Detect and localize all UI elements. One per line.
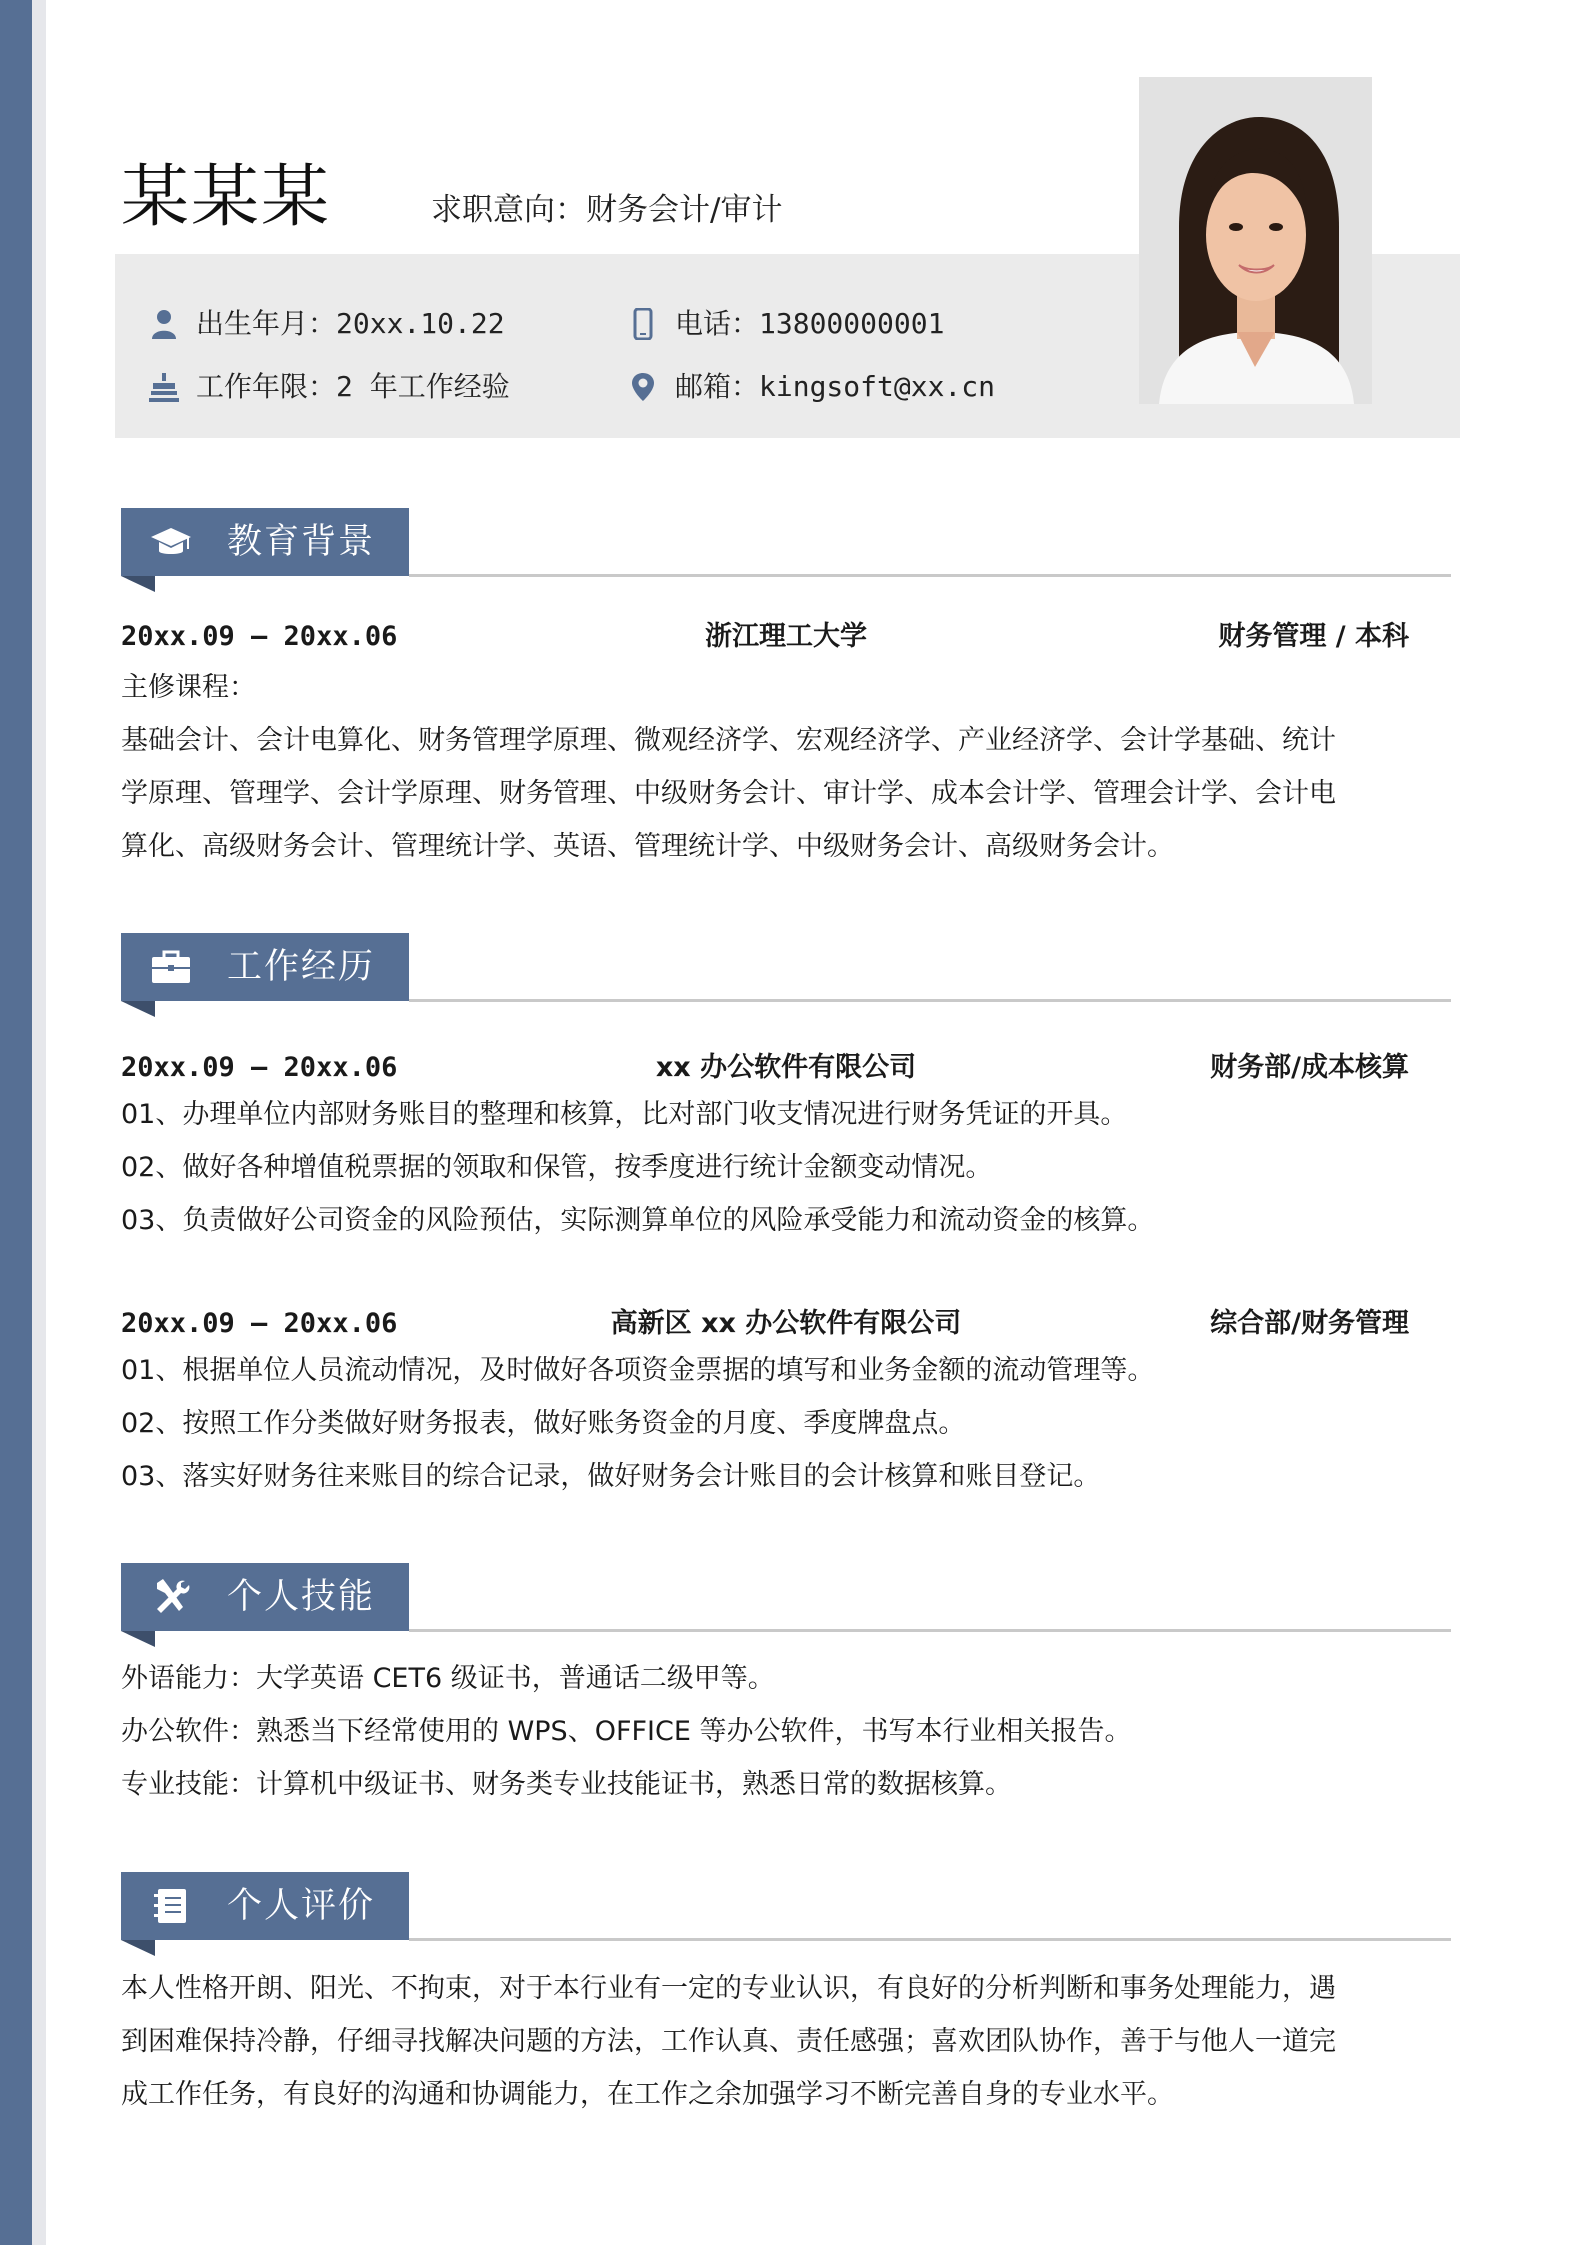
duty-item: 03、负责做好公司资金的风险预估，实际测算单位的风险承受能力和流动资金的核算。 (121, 1205, 1155, 1236)
work-dates: 20xx.09 – 20xx.06 (121, 1308, 398, 1339)
skills-list (121, 1652, 1451, 1811)
section-title-education: 教育背景 (227, 522, 376, 562)
duty-item: 01、办理单位内部财务账目的整理和核算，比对部门收支情况进行财务凭证的开具。 (121, 1099, 1128, 1130)
evaluation-line: 到困难保持冷静，仔细寻找解决问题的方法，工作认真、责任感强；喜欢团队协作，善于与他人一道完 (121, 2026, 1336, 2057)
education-school: 浙江理工大学 (705, 621, 867, 652)
email-text: 邮箱：kingsoft@xx.cn (675, 370, 996, 403)
person-icon (148, 308, 180, 340)
side-accent-bar (0, 0, 32, 2245)
notebook-icon (149, 1886, 193, 1926)
info-birth (196, 306, 505, 342)
work-row (121, 1048, 1451, 1088)
tools-icon (149, 1577, 193, 1617)
graduation-cap-icon (149, 522, 193, 562)
section-title-work: 工作经历 (227, 947, 376, 987)
education-row (121, 617, 1451, 657)
candidate-name: 某某某 (121, 158, 332, 237)
ribbon-fold (121, 1001, 155, 1017)
side-accent-bar-light (32, 0, 46, 2245)
evaluation-text (121, 1962, 1451, 2121)
duty-item: 01、根据单位人员流动情况，及时做好各项资金票据的填写和业务金额的流动管理等。 (121, 1355, 1155, 1386)
section-header-work (121, 933, 409, 1001)
section-title-evaluation: 个人评价 (227, 1886, 376, 1926)
info-experience (196, 369, 510, 405)
profile-photo (1139, 77, 1372, 404)
section-divider (409, 1938, 1451, 1941)
skill-item: 办公软件：熟悉当下经常使用的 WPS、OFFICE 等办公软件，书写本行业相关报告。 (121, 1716, 1132, 1747)
section-header-skills (121, 1563, 409, 1631)
work-company: xx 办公软件有限公司 (655, 1052, 917, 1083)
ribbon-fold (121, 1940, 155, 1956)
section-divider (409, 999, 1451, 1002)
briefcase-icon (149, 947, 193, 987)
work-company: 高新区 xx 办公软件有限公司 (610, 1308, 962, 1339)
courses-block (121, 661, 1451, 873)
duty-item: 02、做好各种增值税票据的领取和保管，按季度进行统计金额变动情况。 (121, 1152, 993, 1183)
info-email (675, 369, 995, 405)
duty-item: 02、按照工作分类做好财务报表，做好账务资金的月度、季度牌盘点。 (121, 1408, 966, 1439)
job-intent: 求职意向：财务会计/审计 (431, 192, 783, 228)
evaluation-line: 成工作任务，有良好的沟通和协调能力，在工作之余加强学习不断完善自身的专业水平。 (121, 2079, 1174, 2110)
section-header-education (121, 508, 409, 576)
work-row (121, 1304, 1451, 1344)
section-title-skills: 个人技能 (227, 1577, 376, 1617)
work-duties (121, 1088, 1451, 1247)
duty-item: 03、落实好财务往来账目的综合记录，做好财务会计账目的会计核算和账目登记。 (121, 1461, 1101, 1492)
education-major: 财务管理 / 本科 (1218, 621, 1409, 652)
skill-item: 专业技能：计算机中级证书、财务类专业技能证书，熟悉日常的数据核算。 (121, 1769, 1012, 1800)
work-duties (121, 1344, 1451, 1503)
cake-icon (148, 371, 180, 403)
courses-line: 基础会计、会计电算化、财务管理学原理、微观经济学、宏观经济学、产业经济学、会计学基础、统计 (121, 725, 1336, 756)
work-dept: 财务部/成本核算 (1210, 1052, 1409, 1083)
experience-text: 工作年限：2 年工作经验 (196, 370, 510, 403)
info-phone (675, 306, 944, 342)
section-divider (409, 574, 1451, 577)
evaluation-line: 本人性格开朗、阳光、不拘束，对于本行业有一定的专业认识，有良好的分析判断和事务处理能力，遇 (121, 1973, 1336, 2004)
section-header-evaluation (121, 1872, 409, 1940)
courses-label: 主修课程： (121, 672, 256, 703)
ribbon-fold (121, 576, 155, 592)
birth-text: 出生年月：20xx.10.22 (196, 307, 505, 340)
section-divider (409, 1629, 1451, 1632)
phone-text: 电话：13800000001 (675, 307, 945, 340)
work-dates: 20xx.09 – 20xx.06 (121, 1052, 398, 1083)
work-dept: 综合部/财务管理 (1210, 1308, 1409, 1339)
phone-icon (627, 308, 659, 340)
skill-item: 外语能力：大学英语 CET6 级证书，普通话二级甲等。 (121, 1663, 775, 1694)
courses-line: 学原理、管理学、会计学原理、财务管理、中级财务会计、审计学、成本会计学、管理会计学、会计电 (121, 778, 1336, 809)
location-icon (627, 371, 659, 403)
education-dates: 20xx.09 – 20xx.06 (121, 621, 398, 652)
courses-line: 算化、高级财务会计、管理统计学、英语、管理统计学、中级财务会计、高级财务会计。 (121, 831, 1174, 862)
ribbon-fold (121, 1631, 155, 1647)
